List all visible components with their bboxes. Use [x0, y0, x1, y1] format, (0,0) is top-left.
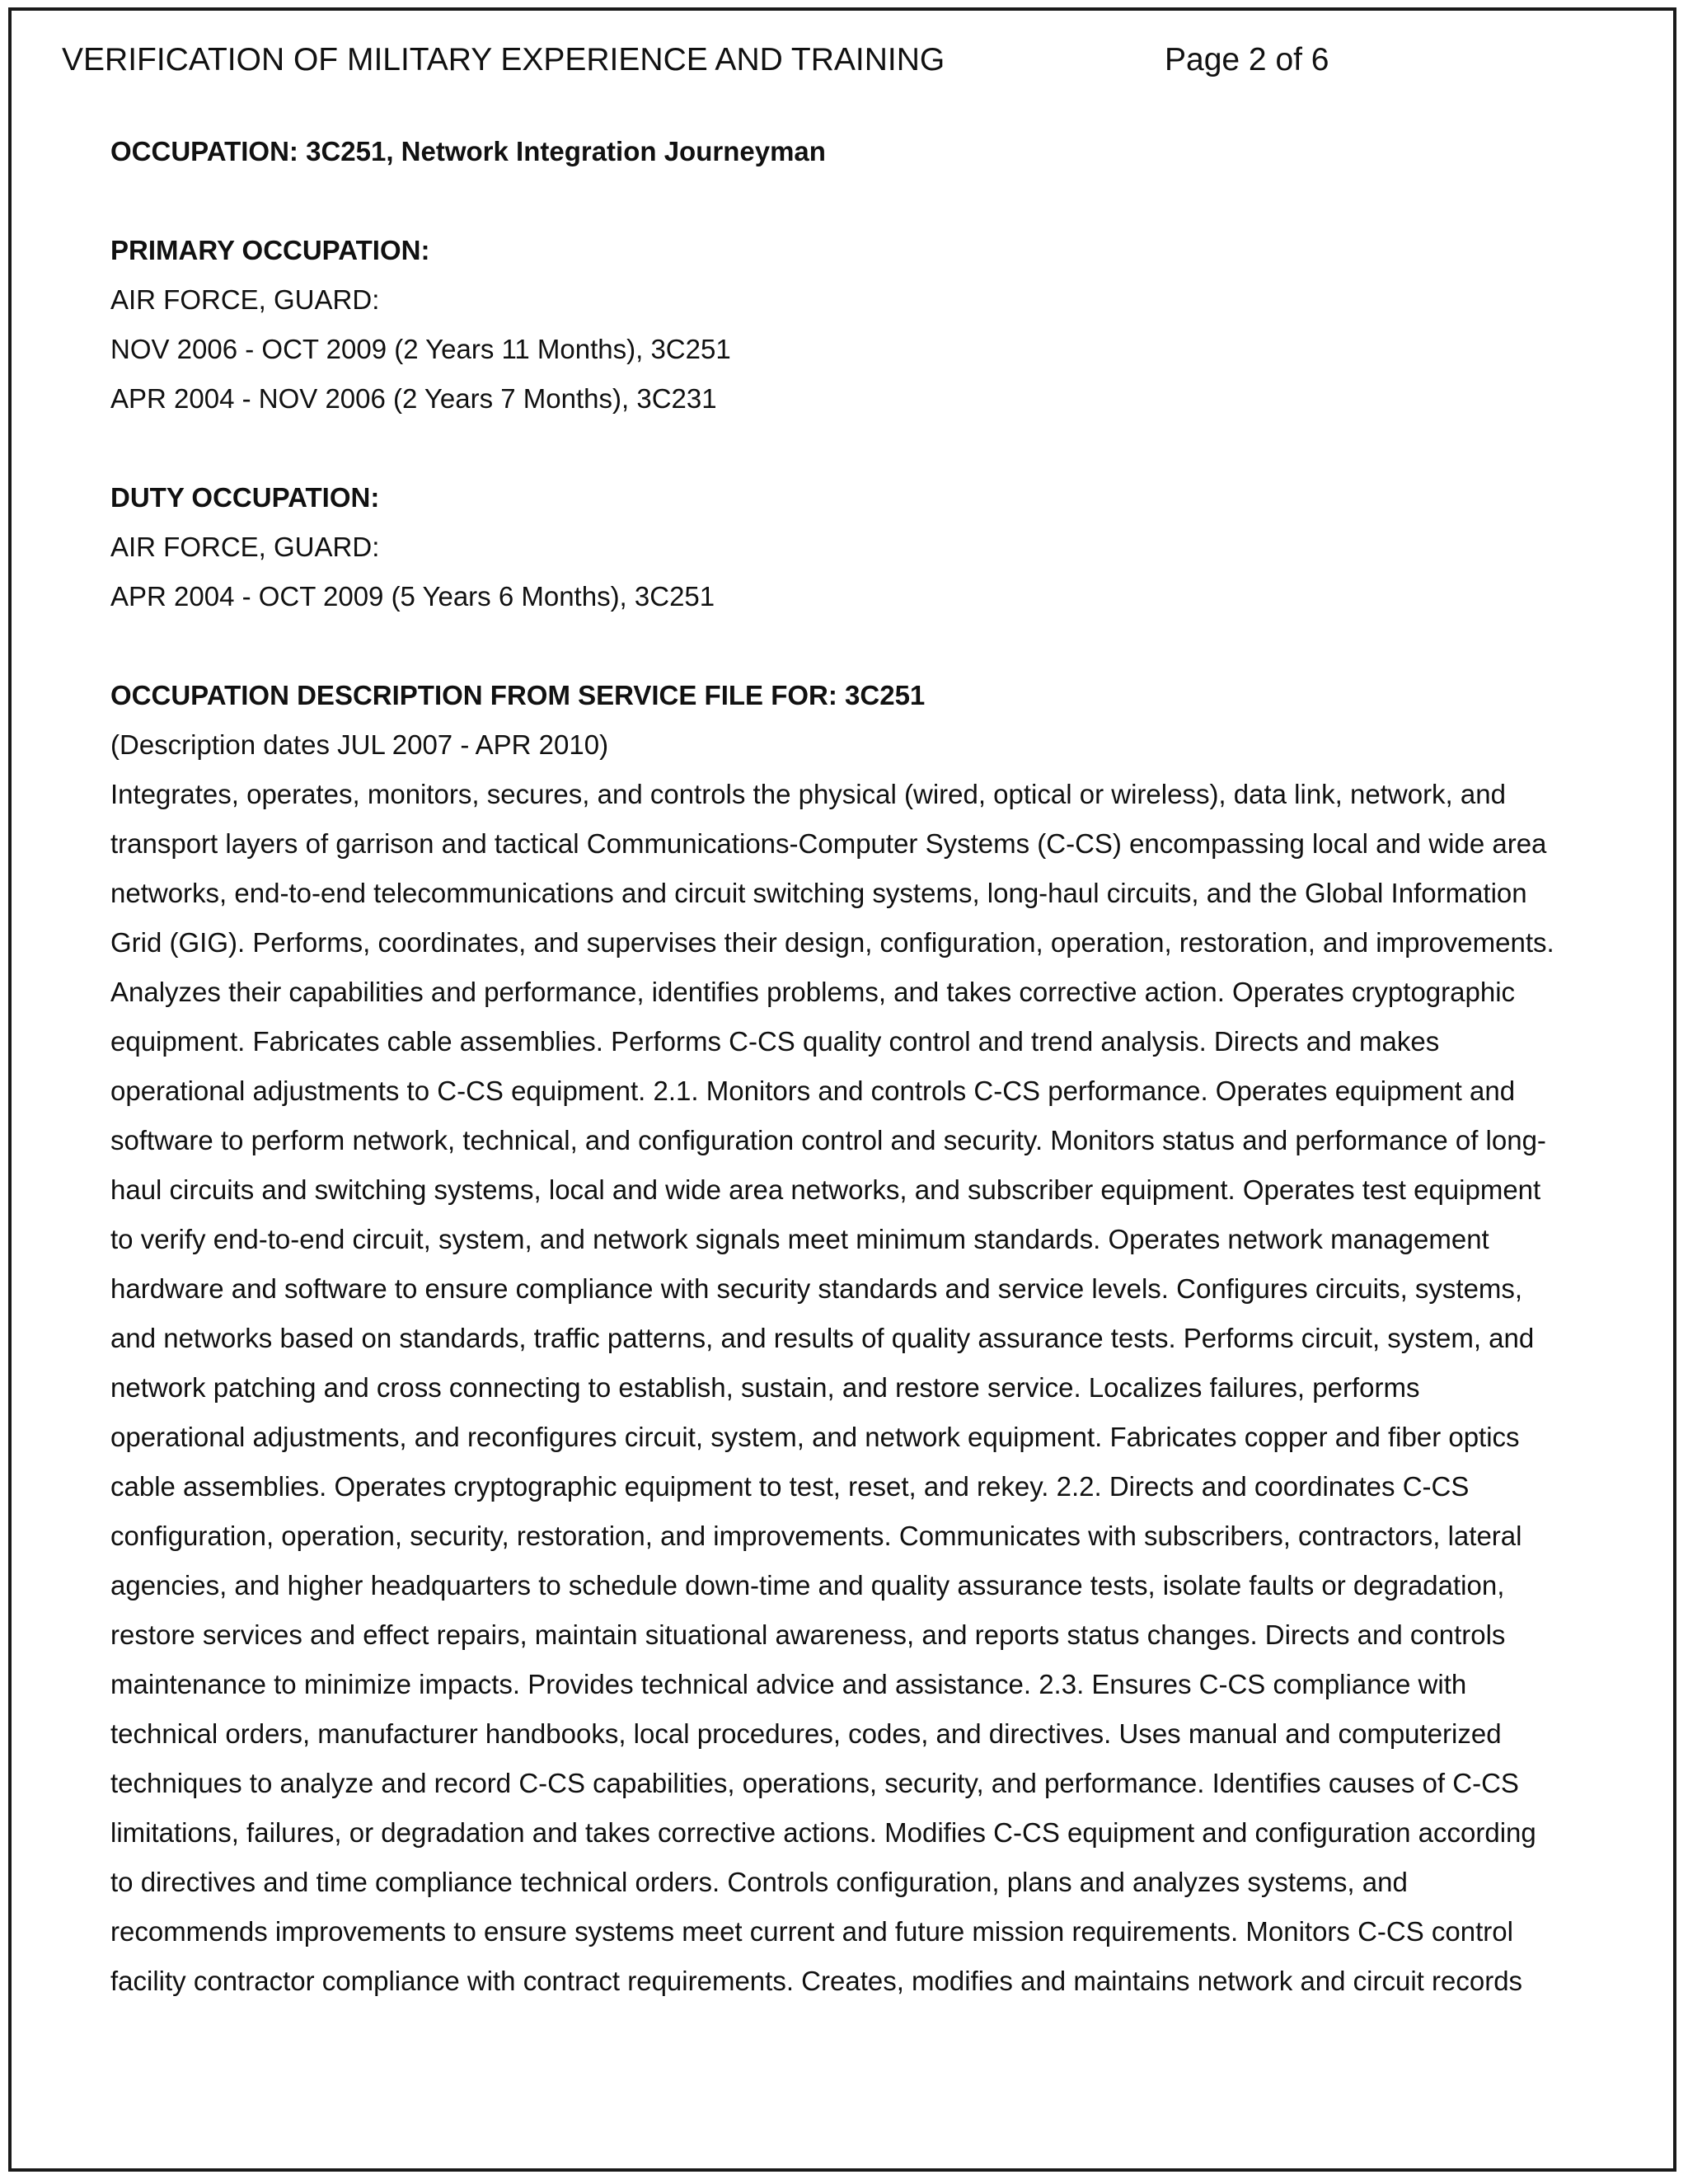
spacer	[110, 424, 1594, 473]
description-line: and networks based on standards, traffic patterns, and results of quality assurance tests. Performs circuit, system, and	[110, 1323, 1535, 1353]
primary-occupation-branch: AIR FORCE, GUARD:	[110, 284, 380, 315]
document-title: VERIFICATION OF MILITARY EXPERIENCE AND TRAINING	[62, 42, 945, 77]
duty-occupation-branch: AIR FORCE, GUARD:	[110, 532, 380, 562]
description-line: maintenance to minimize impacts. Provides technical advice and assistance. 2.3. Ensures C-CS compliance with	[110, 1669, 1467, 1699]
duty-occupation-heading: DUTY OCCUPATION:	[110, 482, 380, 513]
description-line: facility contractor compliance with contract requirements. Creates, modifies and maintains network and circuit records	[110, 1966, 1523, 1996]
spacer	[110, 621, 1594, 671]
description-line: cable assemblies. Operates cryptographic equipment to test, reset, and rekey. 2.2. Directs and coordinates C-CS	[110, 1471, 1470, 1502]
description-line: software to perform network, technical, and configuration control and security. Monitors status and performance of long-	[110, 1125, 1546, 1155]
description-dates: (Description dates JUL 2007 - APR 2010)	[110, 729, 609, 760]
duty-occupation-entry: APR 2004 - OCT 2009 (5 Years 6 Months), 3C251	[110, 581, 715, 612]
description-line: techniques to analyze and record C-CS capabilities, operations, security, and performance. Identifies causes of C-CS	[110, 1768, 1519, 1798]
occupation-title: OCCUPATION: 3C251, Network Integration Journeyman	[110, 136, 826, 166]
description-line: operational adjustments, and reconfigures circuit, system, and network equipment. Fabricates copper and fiber optics	[110, 1422, 1520, 1452]
description-heading: OCCUPATION DESCRIPTION FROM SERVICE FILE FOR: 3C251	[110, 680, 926, 710]
page-number: Page 2 of 6	[1165, 42, 1329, 77]
description-line: to directives and time compliance technical orders. Controls configuration, plans and analyzes systems, and	[110, 1867, 1408, 1897]
description-line: limitations, failures, or degradation and takes corrective actions. Modifies C-CS equipment and configuration according	[110, 1817, 1536, 1848]
description-line: restore services and effect repairs, maintain situational awareness, and reports status changes. Directs and controls	[110, 1619, 1506, 1650]
description-text	[110, 770, 1594, 2006]
description-line: network patching and cross connecting to establish, sustain, and restore service. Localizes failures, performs	[110, 1372, 1420, 1403]
description-line: equipment. Fabricates cable assemblies. Performs C-CS quality control and trend analysis. Directs and makes	[110, 1026, 1440, 1057]
primary-occupation-entry: APR 2004 - NOV 2006 (2 Years 7 Months), 3C231	[110, 383, 717, 414]
description-line: Integrates, operates, monitors, secures, and controls the physical (wired, optical or wireless), data link, network, and	[110, 779, 1506, 809]
description-line: operational adjustments to C-CS equipment. 2.1. Monitors and controls C-CS performance. Operates equipment and	[110, 1076, 1516, 1106]
document-body	[110, 127, 1594, 2006]
description-line: configuration, operation, security, restoration, and improvements. Communicates with subscribers, contractors, lateral	[110, 1521, 1522, 1551]
description-line: hardware and software to ensure compliance with security standards and service levels. Configures circuits, systems,	[110, 1273, 1523, 1304]
description-line: technical orders, manufacturer handbooks, local procedures, codes, and directives. Uses manual and computerized	[110, 1718, 1502, 1749]
description-line: networks, end-to-end telecommunications and circuit switching systems, long-haul circuits, and the Global Information	[110, 878, 1527, 908]
description-line: Grid (GIG). Performs, coordinates, and supervises their design, configuration, operation, restoration, and improvements.	[110, 927, 1554, 958]
description-line: recommends improvements to ensure systems meet current and future mission requirements. Monitors C-CS control	[110, 1916, 1513, 1947]
description-line: to verify end-to-end circuit, system, and network signals meet minimum standards. Operates network management	[110, 1224, 1489, 1254]
primary-occupation-heading: PRIMARY OCCUPATION:	[110, 235, 430, 265]
description-line: Analyzes their capabilities and performance, identifies problems, and takes corrective action. Operates cryptographic	[110, 977, 1516, 1007]
spacer	[110, 176, 1594, 226]
description-line: transport layers of garrison and tactical Communications-Computer Systems (C-CS) encompassing local and wide area	[110, 828, 1547, 859]
primary-occupation-entry: NOV 2006 - OCT 2009 (2 Years 11 Months), 3C251	[110, 334, 731, 364]
description-line: agencies, and higher headquarters to schedule down-time and quality assurance tests, isolate faults or degradation,	[110, 1570, 1505, 1601]
description-line: haul circuits and switching systems, local and wide area networks, and subscriber equipment. Operates test equipment	[110, 1174, 1541, 1205]
